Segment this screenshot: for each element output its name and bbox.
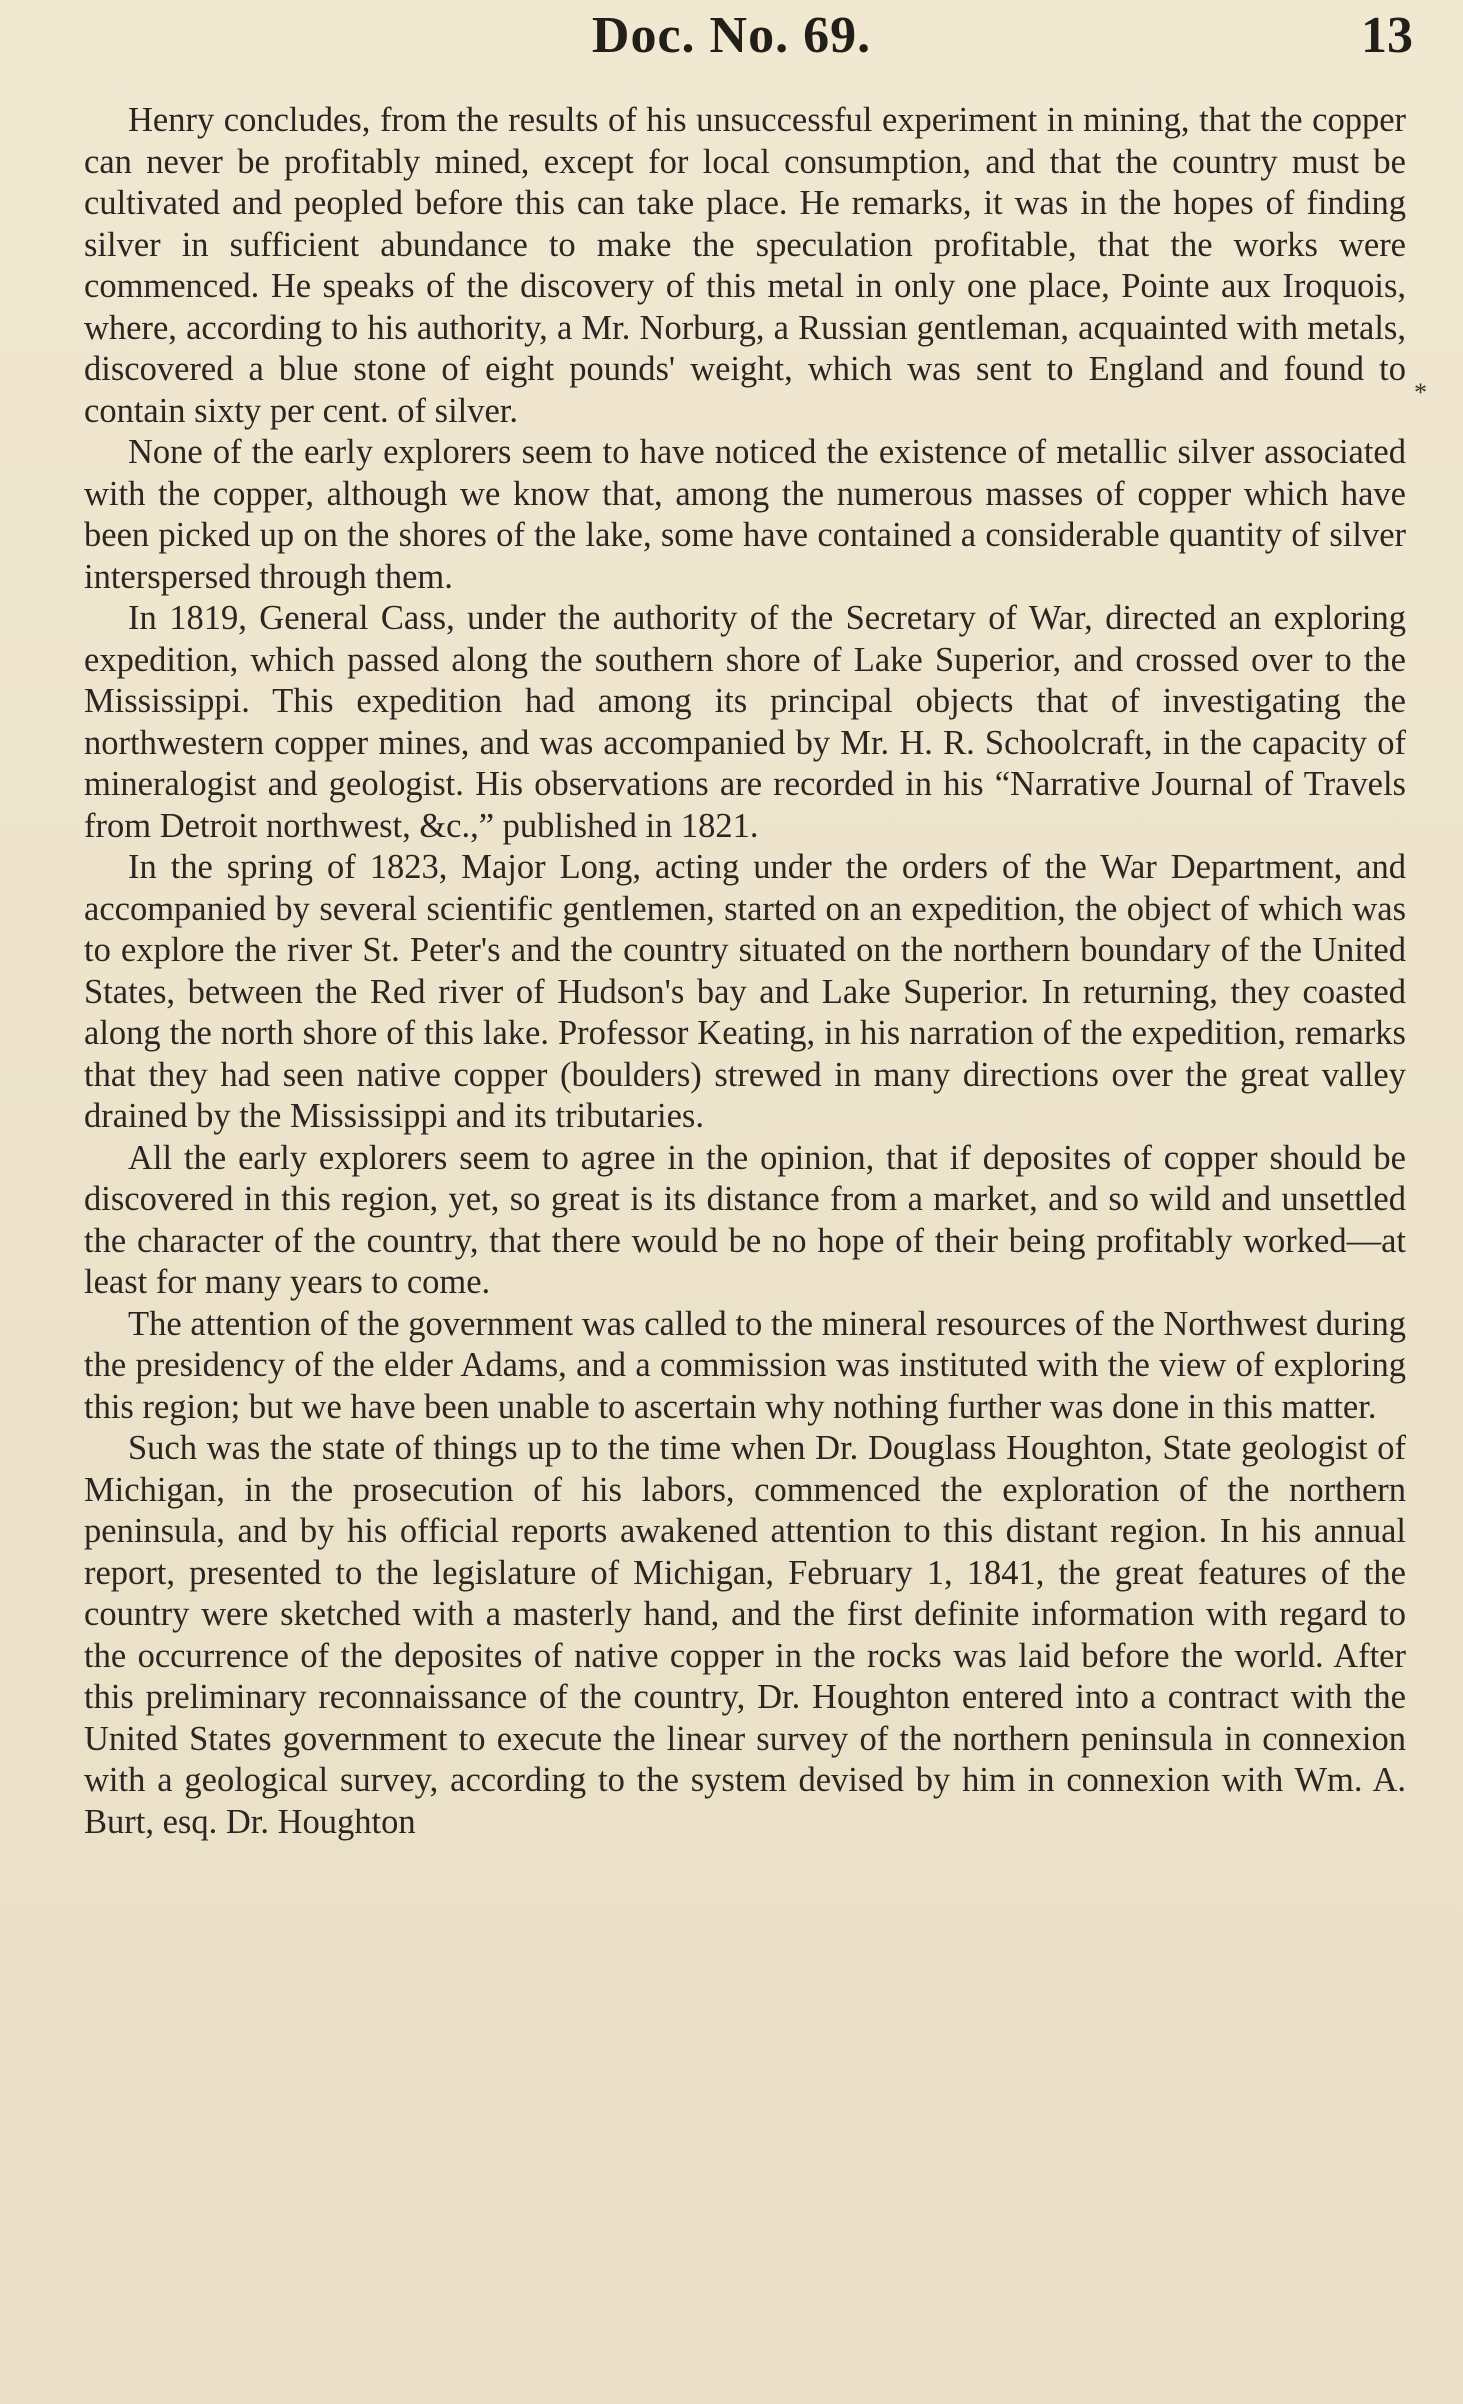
body-text <box>84 100 1406 1843</box>
paragraph-5: All the early explorers seem to agree in the opinion, that if deposites of copper should be discovered in this region, yet, so great is its distance from a market, and so wild and unsettled the character of the country, that there would be no hope of their being profitably worked—at least for many years to come. <box>84 1138 1406 1301</box>
paragraph-2: None of the early explorers seem to have noticed the existence of metallic silver associated with the copper, although we know that, among the numerous masses of copper which have been picked up on the shores of the lake, some have contained a considerable quantity of silver interspersed through them. <box>84 433 1406 596</box>
page-number: 13 <box>1361 7 1413 64</box>
paragraph-3: In 1819, General Cass, under the authority of the Secretary of War, directed an exploring expedition, which passed along the southern shore of Lake Superior, and crossed over to the Mississippi. This expedition had among its principal objects that of investigating the northwestern copper mines, and was accompanied by Mr. H. R. Schoolcraft, in the capacity of mineralogist and geologist. His observations are recorded in his “Narrative Journal of Travels from Detroit northwest, &c.,” published in 1821. <box>84 599 1406 845</box>
paragraph-6: The attention of the government was called to the mineral resources of the Northwest during the presidency of the elder Adams, and a commission was instituted with the view of exploring this region; but we have been unable to ascertain why nothing further was done in this matter. <box>84 1304 1406 1426</box>
paragraph-1: Henry concludes, from the results of his unsuccessful experiment in mining, that the copper can never be profitably mined, except for local consumption, and that the country must be cultivated and peopled before this can take place. He remarks, it was in the hopes of finding silver in sufficient abundance to make the speculation profitable, that the works were commenced. He speaks of the discovery of this metal in only one place, Pointe aux Iroquois, where, according to his authority, a Mr. Norburg, a Russian gentleman, acquainted with metals, discovered a blue stone of eight pounds' weight, which was sent to England and found to contain sixty per cent. of silver. <box>84 101 1406 430</box>
paragraph-4: In the spring of 1823, Major Long, acting under the orders of the War Department, and accompanied by several scientific gentlemen, started on an expedition, the object of which was to explore the river St. Peter's and the country situated on the northern boundary of the United States, between the Red river of Hudson's bay and Lake Superior. In returning, they coasted along the north shore of this lake. Professor Keating, in his narration of the expedition, remarks that they had seen native copper (boulders) strewed in many directions over the great valley drained by the Mississippi and its tributaries. <box>84 848 1406 1135</box>
margin-mark: * <box>1414 378 1427 407</box>
page-header <box>0 6 1463 76</box>
paragraph-7: Such was the state of things up to the time when Dr. Douglass Houghton, State geologist of Michigan, in the prosecution of his labors, commenced the exploration of the northern peninsula, and by his official reports awakened attention to this distant region. In his annual report, presented to the legislature of Michigan, February 1, 1841, the great features of the country were sketched with a masterly hand, and the first definite information with regard to the occurrence of the deposites of native copper in the rocks was laid before the world. After this preliminary reconnaissance of the country, Dr. Houghton entered into a contract with the United States government to execute the linear survey of the northern peninsula in connexion with a geological survey, according to the system devised by him in connexion with Wm. A. Burt, esq. Dr. Houghton <box>84 1429 1406 1841</box>
document-title: Doc. No. 69. <box>591 7 872 64</box>
